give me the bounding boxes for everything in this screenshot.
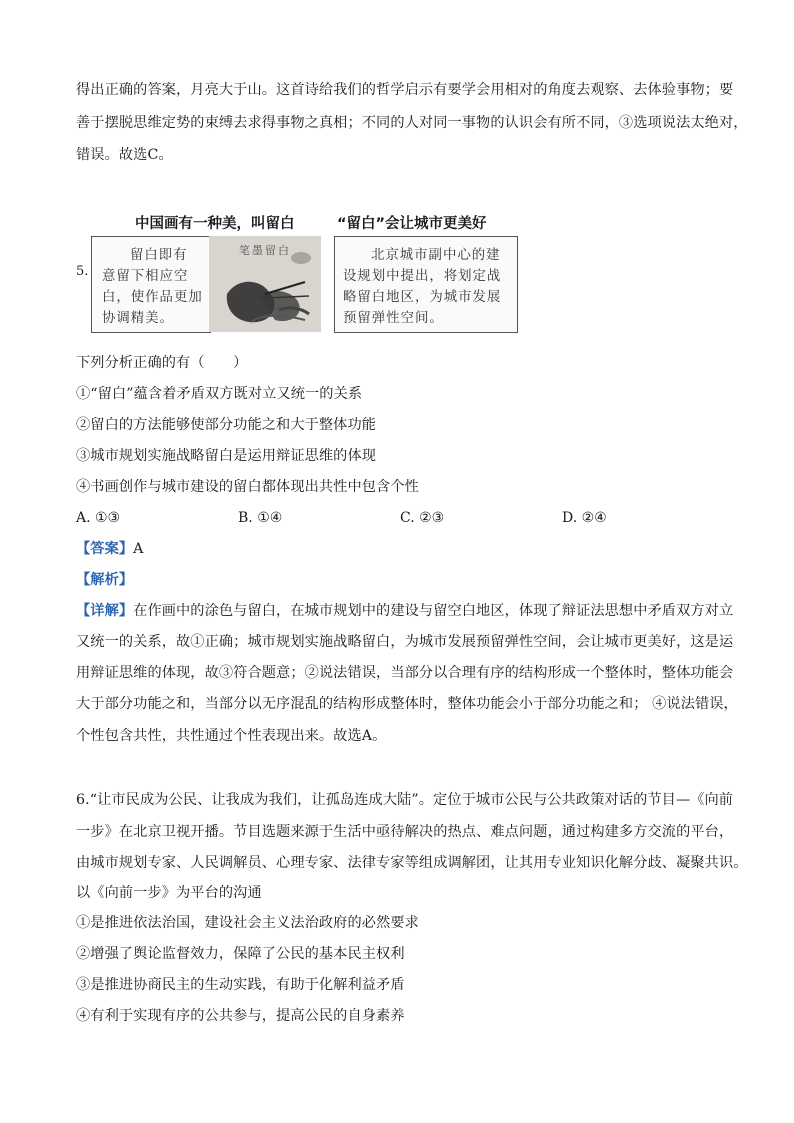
figure-right-textbox [334, 236, 518, 333]
answer [76, 539, 726, 559]
detail-line: 用辩证思维的体现，故③符合题意；②说法错误，当部分以合理有序的结构形成一个整体时，整体功能会 [76, 665, 734, 681]
figure-right-title: “留白”会让城市更美好 [337, 216, 487, 232]
option-b: B. ①④ [238, 510, 283, 526]
answer-label: 【答案】 [76, 541, 134, 557]
detail-line [76, 601, 734, 621]
option-d: D. ②④ [562, 510, 607, 526]
box-line: 留白即有 [130, 248, 188, 263]
statement: ③是推进协商民主的生动实践，有助于化解利益矛盾 [76, 977, 405, 993]
box-line: 预留弹性空间。 [343, 311, 444, 326]
answer-value: A [133, 541, 144, 557]
cabbage-painting [209, 236, 321, 332]
box-line: 白，使作品更加 [102, 290, 203, 305]
statement: ①“留白”蕴含着矛盾双方既对立又统一的关系 [76, 386, 363, 402]
detail-text: 在作画中的涂色与留白，在城市规划中的建设与留空白地区，体现了辩证法思想中矛盾双方对立 [133, 603, 734, 619]
intro-line: 善于摆脱思维定势的束缚去求得事物之真相；不同的人对同一事物的认识会有所不同，③选项说法太绝对， [76, 115, 748, 131]
statement: ②留白的方法能够使部分功能之和大于整体功能 [76, 417, 377, 433]
figure-left-textbox [91, 236, 211, 333]
analysis-heading [76, 570, 726, 590]
detail-line: 个性包含共性，共性通过个性表现出来。故选A。 [76, 728, 387, 744]
q6-line: 以《向前一步》为平台的沟通 [76, 885, 262, 901]
statement: ④书画创作与城市建设的留白都体现出共性中包含个性 [76, 479, 419, 495]
box-line: 北京城市副中心的建 [371, 248, 501, 263]
intro-line: 得出正确的答案，月亮大于山。这首诗给我们的哲学启示有要学会用相对的角度去观察、去体验事物；要 [76, 82, 734, 98]
intro-line: 错误。故选C。 [76, 147, 173, 163]
painting-inscription: 笔墨留白 [239, 244, 291, 257]
question-stem: 下列分析正确的有（ ） [76, 355, 248, 371]
statement: ③城市规划实施战略留白是运用辩证思维的体现 [76, 448, 377, 464]
question-number: 5. [76, 264, 89, 279]
statement: ①是推进依法治国，建设社会主义法治政府的必然要求 [76, 915, 419, 931]
box-line: 协调精美。 [102, 311, 174, 326]
detail-label: 【详解】 [76, 603, 134, 619]
box-line: 意留下相应空 [102, 269, 189, 284]
figure-left-title: 中国画有一种美，叫留白 [135, 216, 295, 232]
statement: ④有利于实现有序的公共参与，提高公民的自身素养 [76, 1008, 405, 1024]
analysis-label: 【解析】 [76, 572, 134, 588]
q6-line: 6.“让市民成为公民、让我成为我们，让孤岛连成大陆”。定位于城市公民与公共政策对话的节目—《向前 [76, 792, 734, 808]
q6-line: 由城市规划专家、人民调解员、心理专家、法律专家等组成调解团，让其用专业知识化解分歧、凝聚共识。 [76, 855, 748, 871]
detail-line: 大于部分功能之和，当部分以无序混乱的结构形成整体时，整体功能会小于部分功能之和； ④说法错误， [76, 696, 738, 712]
option-c: C. ②③ [400, 510, 445, 526]
detail-line: 又统一的关系，故①正确；城市规划实施战略留白，为城市发展预留弹性空间，会让城市更美好，这是运 [76, 634, 734, 650]
statement: ②增强了舆论监督效力，保障了公民的基本民主权利 [76, 946, 405, 962]
box-line: 略留白地区，为城市发展 [343, 290, 502, 305]
box-line: 设规划中提出，将划定战 [343, 269, 502, 284]
q6-line: 一步》在北京卫视开播。节目选题来源于生活中亟待解决的热点、难点问题，通过构建多方交流的平台， [76, 824, 734, 840]
option-a: A. ①③ [76, 510, 121, 526]
